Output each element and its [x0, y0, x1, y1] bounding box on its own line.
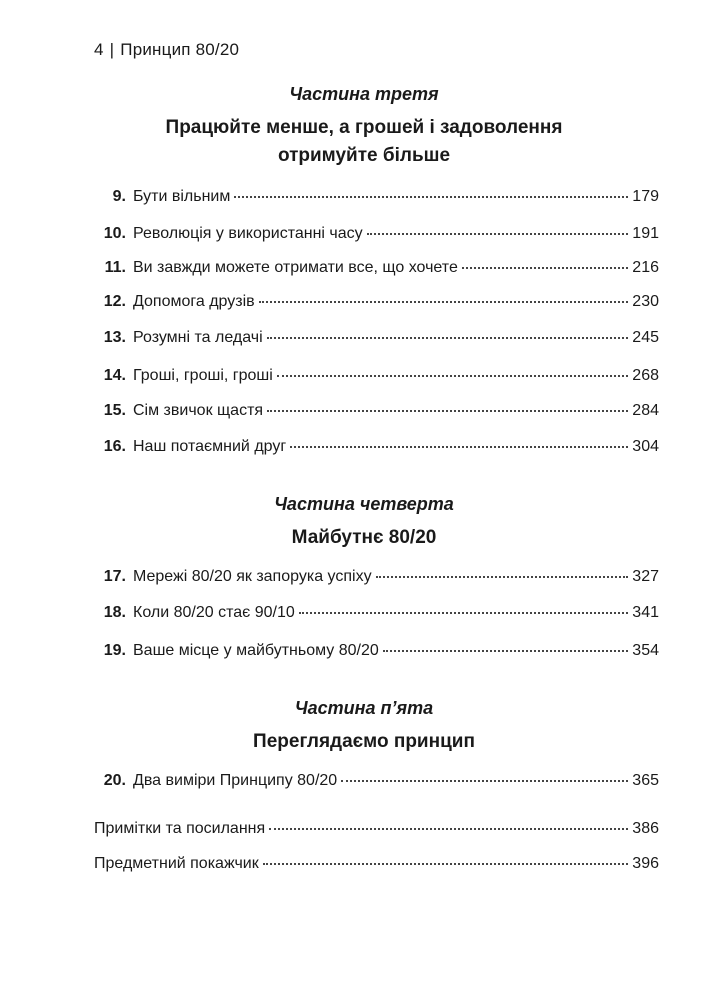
toc-entry — [94, 259, 659, 283]
page-ref: 354 — [632, 642, 659, 659]
toc-entry — [94, 642, 659, 666]
dot-leader — [376, 575, 629, 578]
page-ref: 327 — [632, 568, 659, 585]
page-ref: 216 — [632, 259, 659, 276]
chapter-number: 10. — [103, 225, 126, 242]
dot-leader — [259, 300, 629, 303]
dot-leader — [267, 336, 629, 339]
dot-leader — [234, 195, 628, 198]
page-number: 4 — [94, 40, 104, 59]
page-ref: 341 — [632, 604, 659, 621]
chapter-title: Ви завжди можете отримати все, що хочете — [133, 259, 458, 276]
toc-entry — [94, 438, 659, 462]
running-head-separator: | — [109, 40, 115, 59]
part-title-line: отримуйте більше — [277, 145, 451, 166]
toc-entry — [94, 188, 659, 212]
page-ref: 179 — [632, 188, 659, 205]
chapter-title: Коли 80/20 стає 90/10 — [133, 604, 295, 621]
chapter-number: 16. — [103, 438, 126, 455]
dot-leader — [299, 611, 629, 614]
dot-leader — [263, 862, 629, 865]
running-head — [94, 40, 239, 60]
book-title: Принцип 80/20 — [120, 40, 240, 59]
chapter-title: Бути вільним — [133, 188, 231, 205]
part-label: Частина п’ята — [294, 698, 434, 718]
page-ref: 245 — [632, 329, 659, 346]
toc-entry — [94, 604, 659, 628]
back-matter-title: Предметний покажчик — [94, 855, 259, 872]
chapter-title: Сім звичок щастя — [133, 402, 264, 419]
dot-leader — [290, 445, 628, 448]
page-ref: 386 — [632, 820, 659, 837]
toc-entry — [94, 367, 659, 391]
chapter-title: Мережі 80/20 як запорука успіху — [133, 568, 372, 585]
toc-entry — [94, 329, 659, 353]
chapter-title: Допомога друзів — [133, 293, 255, 310]
part-label: Частина четверта — [274, 494, 454, 514]
page-ref: 365 — [632, 772, 659, 789]
chapter-number: 17. — [103, 568, 126, 585]
page-ref: 268 — [632, 367, 659, 384]
chapter-title: Два виміри Принципу 80/20 — [133, 772, 338, 789]
toc-entry — [94, 772, 659, 796]
chapter-title: Гроші, гроші, гроші — [133, 367, 273, 384]
dot-leader — [383, 649, 629, 652]
page-ref: 230 — [632, 293, 659, 310]
chapter-number: 12. — [103, 293, 126, 310]
dot-leader — [277, 374, 629, 377]
part-title-line: Майбутнє 80/20 — [291, 527, 437, 548]
chapter-number: 15. — [103, 402, 126, 419]
part-heading-5 — [0, 698, 728, 756]
chapter-title: Ваше місце у майбутньому 80/20 — [133, 642, 379, 659]
chapter-number: 14. — [103, 367, 126, 384]
part-label: Частина третя — [289, 84, 439, 104]
chapter-number: 19. — [103, 642, 126, 659]
page-ref: 396 — [632, 855, 659, 872]
chapter-number: 13. — [103, 329, 126, 346]
chapter-number: 9. — [112, 188, 126, 205]
page-ref: 304 — [632, 438, 659, 455]
dot-leader — [269, 827, 628, 830]
toc-entry — [94, 225, 659, 249]
part-heading-3 — [0, 84, 728, 170]
part-heading-4 — [0, 494, 728, 552]
page-ref: 284 — [632, 402, 659, 419]
dot-leader — [267, 409, 628, 412]
toc-entry-back-matter — [94, 855, 659, 879]
part-title-line: Переглядаємо принцип — [253, 731, 475, 752]
toc-entry — [94, 568, 659, 592]
toc-entry — [94, 402, 659, 426]
chapter-title: Революція у використанні часу — [133, 225, 363, 242]
dot-leader — [367, 232, 629, 235]
chapter-number: 11. — [104, 259, 126, 276]
chapter-title: Наш потаємний друг — [133, 438, 287, 455]
dot-leader — [341, 779, 628, 782]
toc-entry — [94, 293, 659, 317]
page-ref: 191 — [632, 225, 659, 242]
toc-entry-back-matter — [94, 820, 659, 844]
chapter-title: Розумні та ледачі — [133, 329, 263, 346]
dot-leader — [462, 266, 628, 269]
back-matter-title: Примітки та посилання — [94, 820, 266, 837]
chapter-number: 18. — [103, 604, 126, 621]
chapter-number: 20. — [103, 772, 126, 789]
part-title-line: Працюйте менше, а грошей і задоволення — [165, 117, 563, 138]
